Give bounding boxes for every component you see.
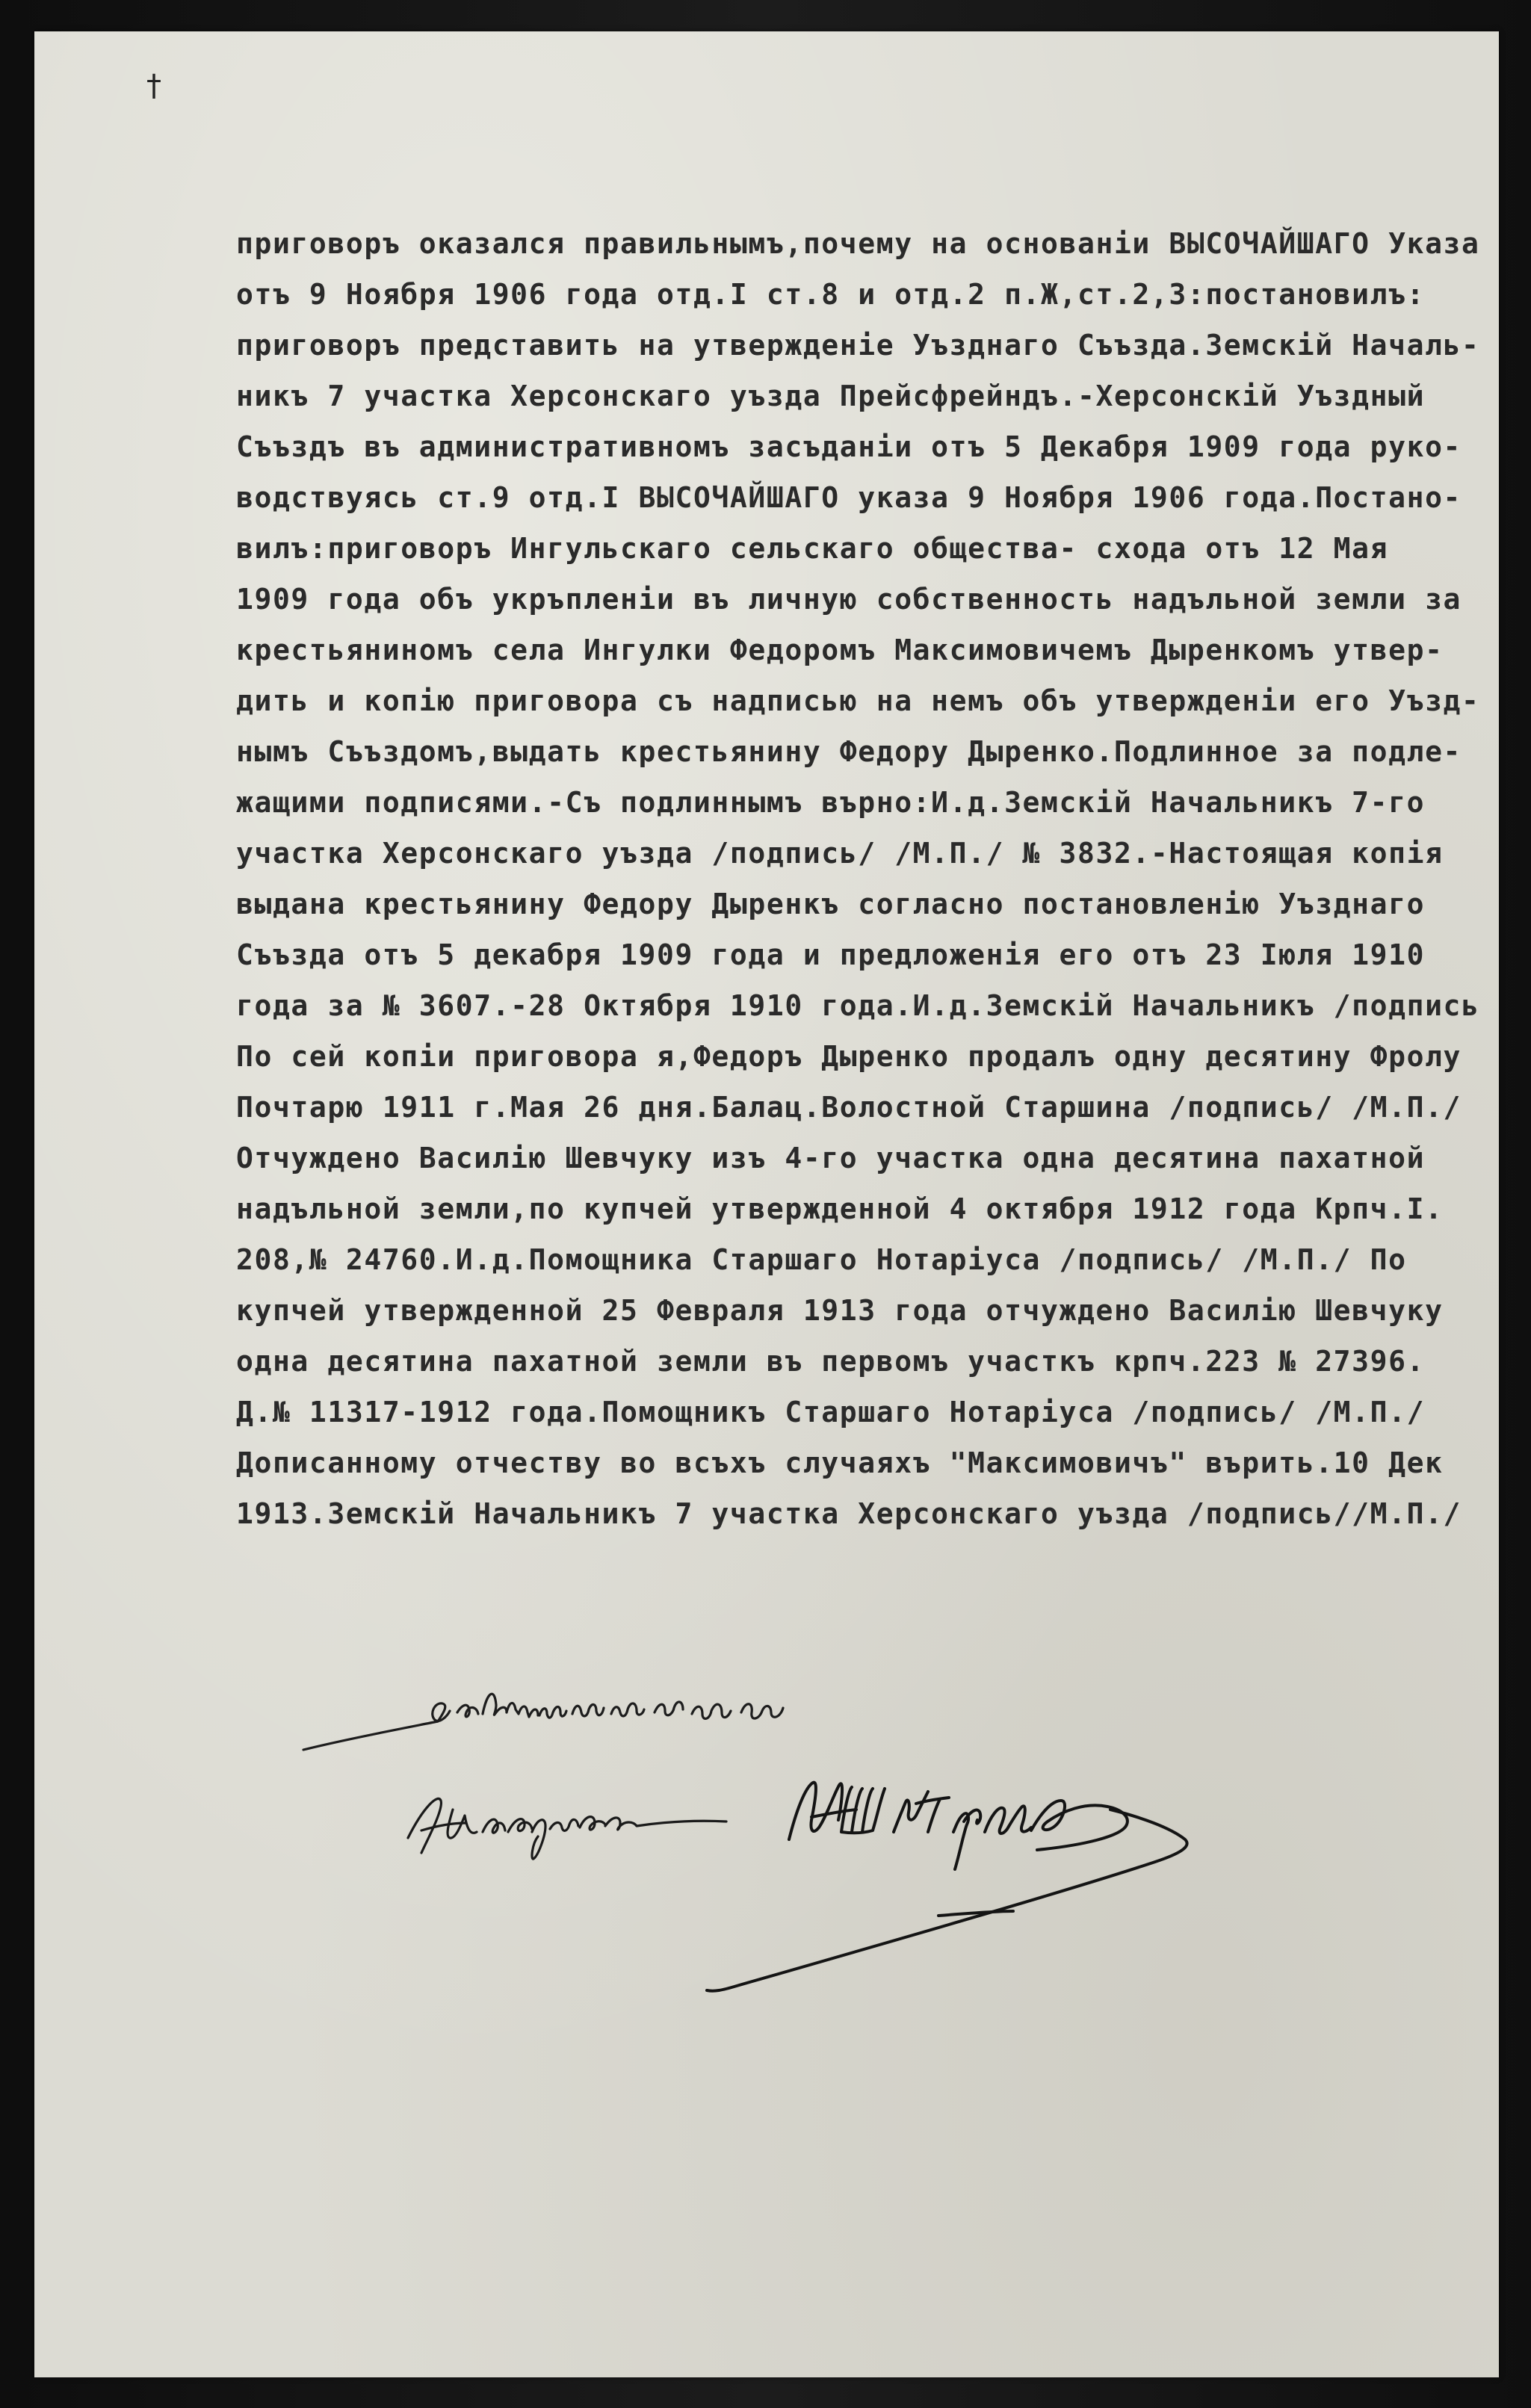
- text-line: выдана крестьянину Федору Дыренкъ согласно постановленiю Уъзднаго: [236, 888, 1426, 920]
- text-line: вилъ:приговоръ Ингульскаго сельскаго общества- схода отъ 12 Мая: [236, 532, 1389, 565]
- text-line: купчей утвержденной 25 Февраля 1913 года отчуждено Василiю Шевчуку: [236, 1294, 1444, 1327]
- text-line: Съъзда отъ 5 декабря 1909 года и предложенiя его отъ 23 Iюля 1910: [236, 938, 1426, 971]
- text-line: нымъ Съъздомъ,выдать крестьянину Федору Дыренко.Подлинное за подле-: [236, 735, 1462, 768]
- text-line: никъ 7 участка Херсонскаго уъзда Прейсфрейндъ.-Херсонскiй Уъздный: [236, 380, 1426, 412]
- attestation-handwriting: [303, 1694, 783, 1750]
- text-line: дить и копiю приговора съ надписью на немъ объ утвержденiи его Уъзд-: [236, 684, 1480, 717]
- notary-handwriting: [408, 1798, 726, 1859]
- text-line: крестьяниномъ села Ингулки Федоромъ Максимовичемъ Дыренкомъ утвер-: [236, 634, 1444, 666]
- text-line: одна десятина пахатной земли въ первомъ участкъ крпч.223 № 27396.: [236, 1345, 1426, 1378]
- text-line: жащими подписями.-Съ подлиннымъ върно:И.д.Земскiй Начальникъ 7-го: [236, 786, 1426, 819]
- text-line: надъльной земли,по купчей утвержденной 4 октября 1912 года Крпч.I.: [236, 1192, 1444, 1225]
- text-line: 1909 года объ укръпленiи въ личную собственность надъльной земли за: [236, 583, 1462, 616]
- text-line: Отчуждено Василiю Шевчуку изъ 4-го участка одна десятина пахатной: [236, 1142, 1426, 1174]
- text-line: По сей копiи приговора я,Федоръ Дыренко продалъ одну десятину Фролу: [236, 1040, 1462, 1073]
- text-line: приговоръ представить на утвержденiе Уъзднаго Съъзда.Земскiй Началь-: [236, 329, 1480, 362]
- document-page: [34, 31, 1499, 2377]
- text-line: Дописанному отчеству во всъхъ случаяхъ "Максимовичъ" върить.10 Дек: [236, 1446, 1444, 1479]
- text-line: 208,№ 24760.И.д.Помощника Старшаго Нотарiуса /подпись/ /М.П./ По: [236, 1243, 1407, 1276]
- text-line: года за № 3607.-28 Октября 1910 года.И.д.Земскiй Начальникъ /подпись: [236, 989, 1480, 1022]
- text-line: отъ 9 Ноября 1906 года отд.I ст.8 и отд.2 п.Ж,ст.2,3:постановилъ:: [236, 278, 1426, 311]
- text-line: Съъздъ въ административномъ засъданiи отъ 5 Декабря 1909 года руко-: [236, 430, 1462, 463]
- text-line: приговоръ оказался правильнымъ,почему на основанiи ВЫСОЧАЙШАГО Указа: [236, 227, 1480, 260]
- corner-mark: †: [146, 69, 161, 103]
- notary-signature: [707, 1783, 1187, 1991]
- text-line: водствуясь ст.9 отд.I ВЫСОЧАЙШАГО указа 9 Ноября 1906 года.Постано-: [236, 481, 1462, 514]
- text-line: Почтарю 1911 г.Мая 26 дня.Балац.Волостной Старшина /подпись/ /М.П./: [236, 1091, 1462, 1124]
- text-line: Д.№ 11317-1912 года.Помощникъ Старшаго Нотарiуса /подпись/ /М.П./: [236, 1396, 1426, 1429]
- text-line: 1913.Земскiй Начальникъ 7 участка Херсонскаго уъзда /подпись//М.П./: [236, 1497, 1462, 1530]
- text-line: участка Херсонскаго уъзда /подпись/ /М.П./ № 3832.-Настоящая копiя: [236, 837, 1444, 870]
- handwritten-signature-area: [34, 31, 1499, 2377]
